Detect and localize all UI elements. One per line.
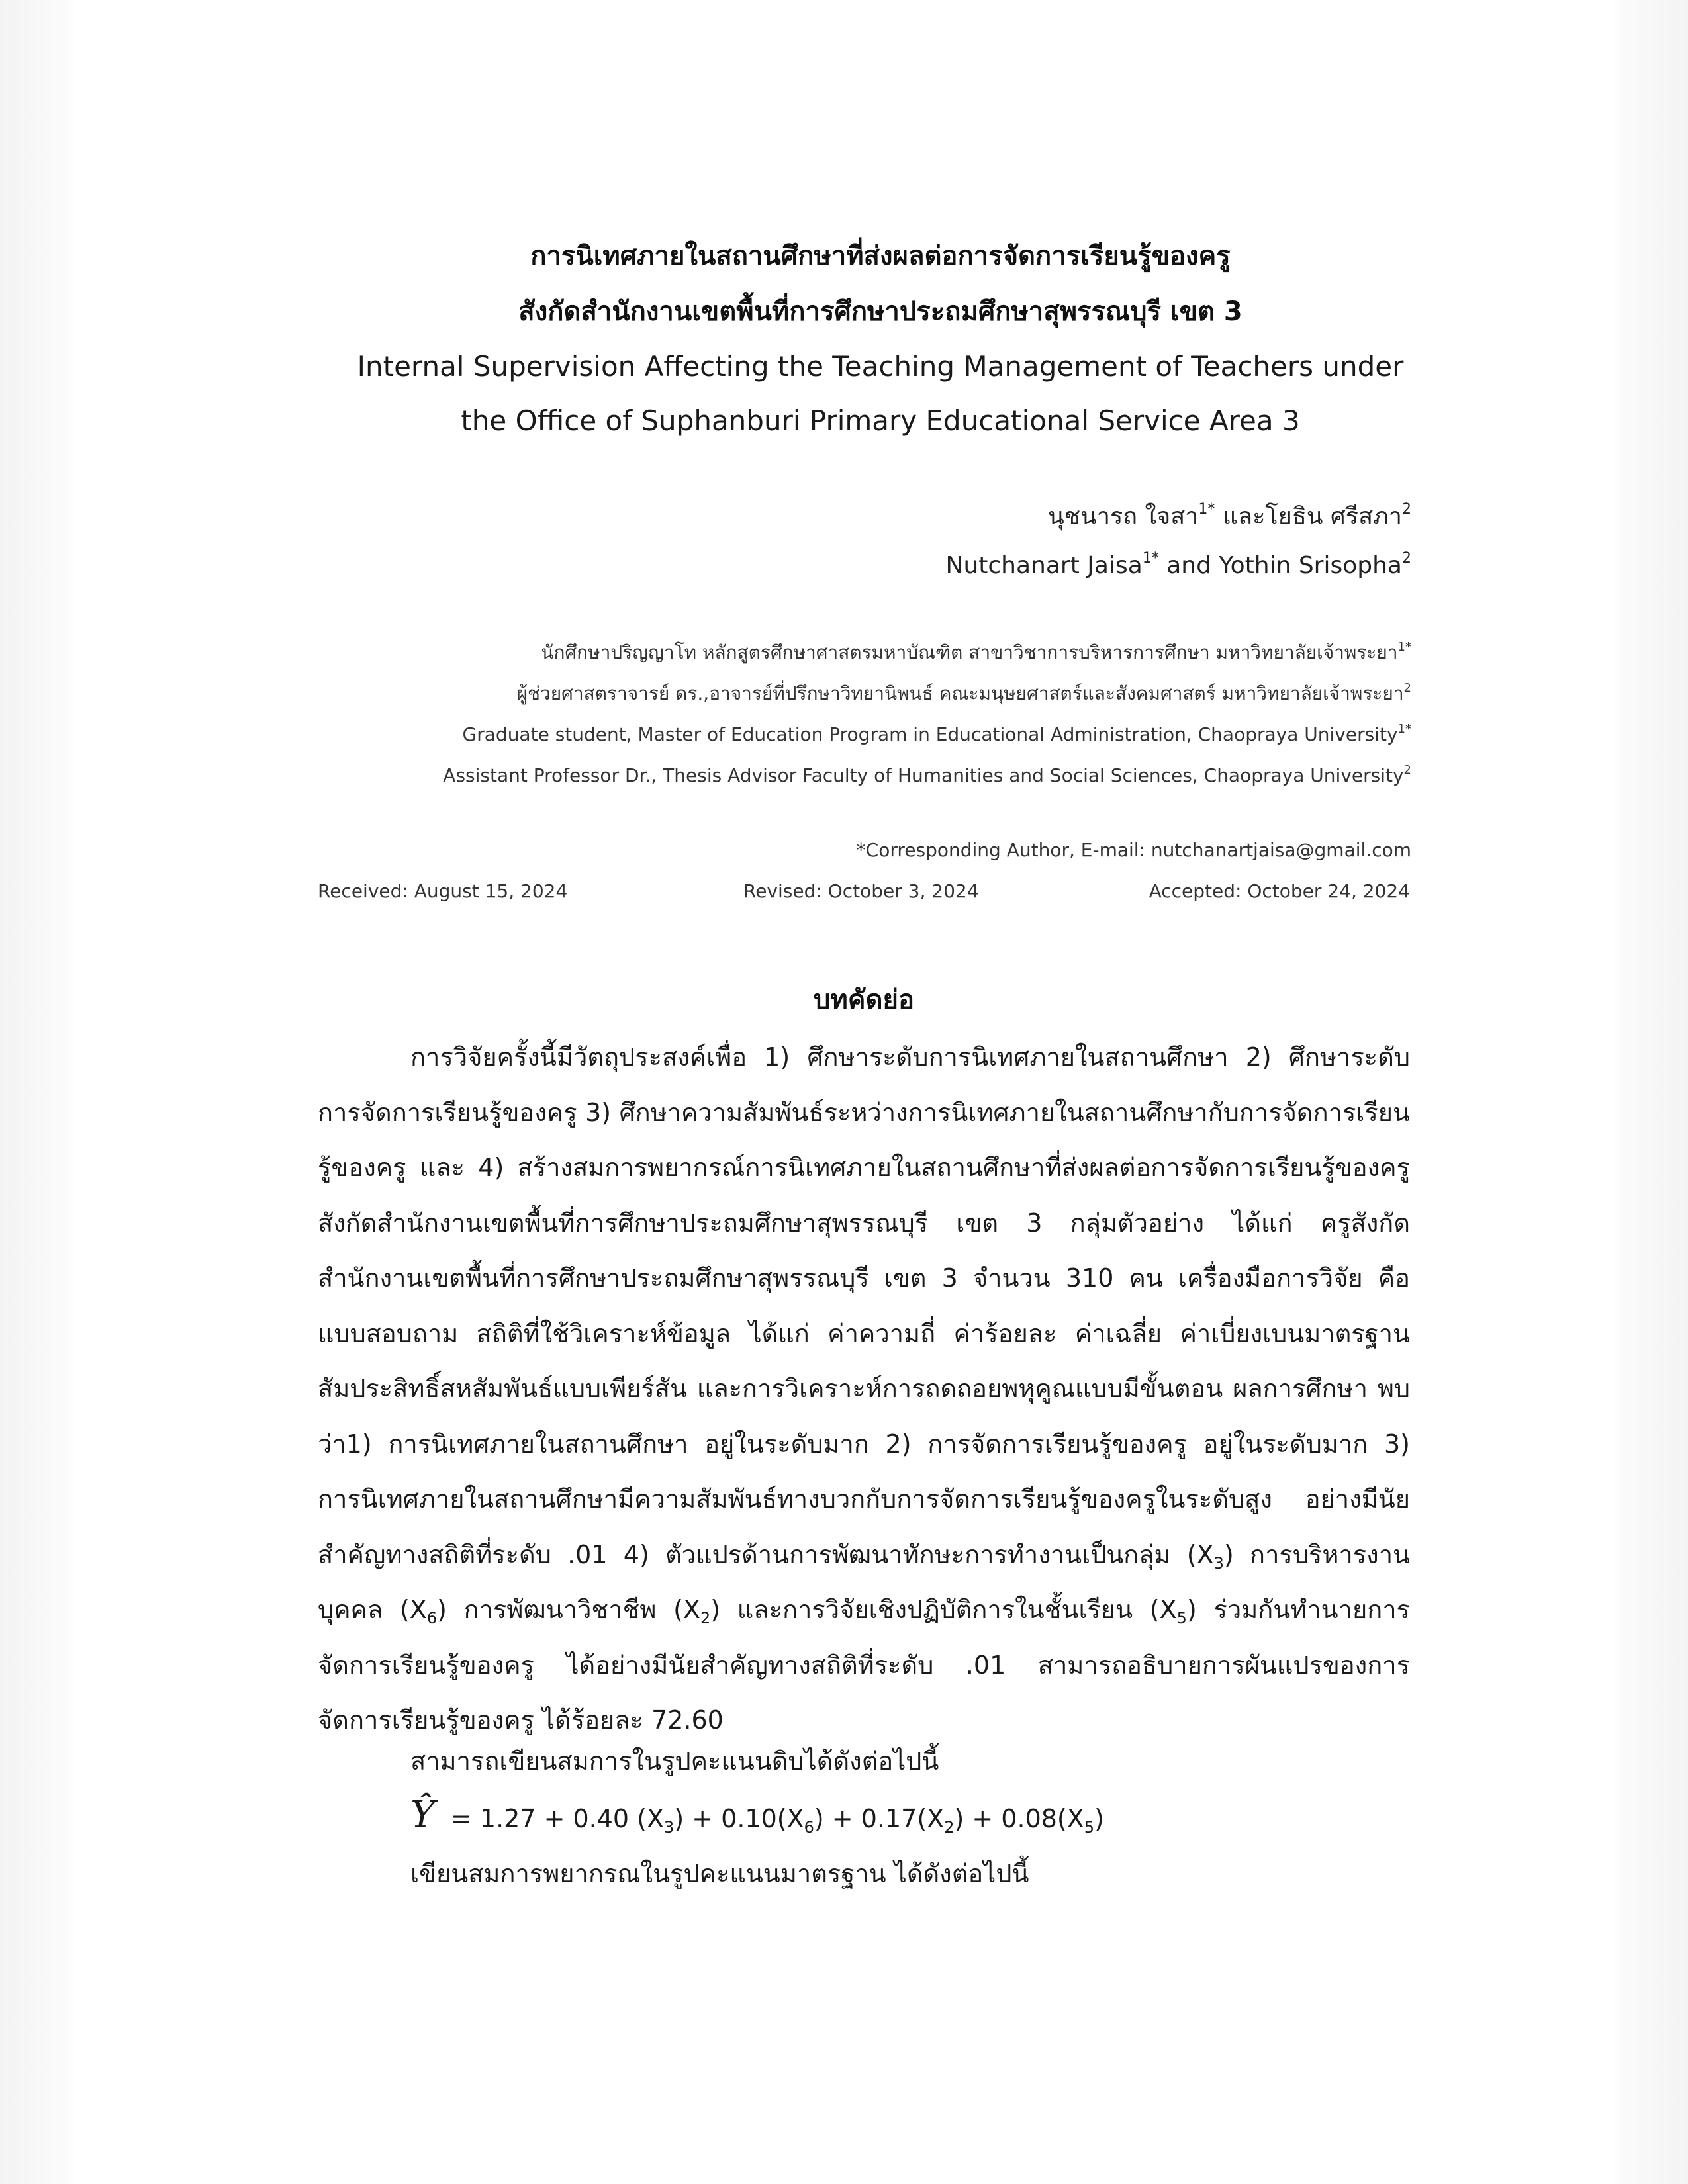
paper-title — [318, 228, 1443, 448]
y-hat-symbol: Ŷ — [410, 1794, 435, 1837]
abstract-body — [318, 1030, 1410, 1749]
abstract-text: ) การพัฒนาวิชาชีพ (X — [437, 1595, 700, 1624]
equation-outro: เขียนสมการพยากรณในรูปคะแนนมาตรฐาน ได้ดังต่อไปนี้ — [410, 1859, 1029, 1888]
affiliation-mark: 1* — [1397, 640, 1411, 654]
affiliation-mark: 1* — [1198, 501, 1215, 518]
equation-term: ) + 0.17(X — [814, 1804, 945, 1833]
affiliation-mark: 2 — [1403, 763, 1411, 777]
author-1-english: Nutchanart Jaisa — [945, 552, 1143, 579]
abstract-paragraph — [318, 1030, 1410, 1749]
subscript: 5 — [1084, 1818, 1095, 1837]
author-1-thai: นุชนารถ ใจสา — [1048, 503, 1199, 530]
abstract-text: ) และการวิจัยเชิงปฏิบัติการในชั้นเรียน (X — [710, 1595, 1177, 1624]
regression-equation — [410, 1794, 1104, 1837]
affiliation-mark: 1* — [1142, 550, 1159, 567]
equation-term: ) + 0.10(X — [674, 1804, 804, 1833]
authors-english — [946, 541, 1411, 590]
equation-intro: สามารถเขียนสมการในรูปคะแนนดิบได้ดังต่อไปนี้ — [410, 1747, 939, 1776]
accepted-date: Accepted: October 24, 2024 — [1149, 880, 1410, 902]
title-thai-line-2: สังกัดสำนักงานเขตพื้นที่การศึกษาประถมศึกษาสุพรรณบุรี เขต 3 — [518, 296, 1243, 327]
author-2-thai: และโยธิน ศรีสภา — [1215, 503, 1402, 530]
authors-thai — [946, 492, 1411, 541]
subscript: 6 — [426, 1609, 438, 1627]
affiliation-line — [443, 714, 1411, 755]
abstract-text: การวิจัยครั้งนี้มีวัตถุประสงค์เพื่อ 1) ศึกษาระดับการนิเทศภายในสถานศึกษา 2) ศึกษาระดับการจัดการเรียนรู้ของครู 3) ศึกษาความสัมพันธ์ระหว่างการนิเทศภายในสถานศึกษากับการจัดการเรียนรู้ของครู และ 4) สร้างสมการพยากรณ์การนิเทศภายในสถานศึกษาที่ส่งผลต่อการจัดการเรียนรู้ของครู สังกัดสำนักงานเขตพื้นที่การศึกษาประถมศึกษาสุพรรณบุรี เขต 3 กลุ่มตัวอย่าง ได้แก่ ครูสังกัดสำนักงานเขตพื้นที่การศึกษาประถมศึกษาสุพรรณบุรี เขต 3 จำนวน 310 คน เครื่องมือการวิจัย คือ แบบสอบถาม สถิติที่ใช้วิเคราะห์ข้อมูล ได้แก่ ค่าความถี่ ค่าร้อยละ ค่าเฉลี่ย ค่าเบี่ยงเบนมาตรฐาน สัมประสิทธิ์สหสัมพันธ์แบบเพียร์สัน และการวิเคราะห์การถดถอยพหุคูณแบบมีขั้นตอน ผลการศึกษา พบว่า1) การนิเทศภายในสถานศึกษา อยู่ในระดับมาก 2) การจัดการเรียนรู้ของครู อยู่ในระดับมาก 3) การนิเทศภายในสถานศึกษามีความสัมพันธ์ทางบวกกับการจัดการเรียนรู้ของครูในระดับสูง อย่างมีนัยสำคัญทางสถิติที่ระดับ .01 4) ตัวแปรด้านการพัฒนาทักษะการทำงานเป็นกลุ่ม (X — [318, 1042, 1410, 1569]
received-date: Received: August 15, 2024 — [318, 880, 568, 902]
affiliation-text: นักศึกษาปริญญาโท หลักสูตรศึกษาศาสตรมหาบัณฑิต สาขาวิชาการบริหารการศึกษา มหาวิทยาลัยเจ้าพระยา — [541, 641, 1398, 663]
equation-term: ) — [1094, 1804, 1104, 1833]
author-list — [946, 492, 1411, 590]
subscript: 2 — [700, 1609, 711, 1627]
page-margin-right — [1615, 0, 1688, 2184]
subscript: 6 — [804, 1818, 814, 1837]
affiliation-line — [443, 755, 1411, 796]
affiliation-mark: 2 — [1402, 550, 1411, 567]
abstract-heading: บทคัดย่อ — [814, 985, 914, 1015]
subscript: 3 — [1213, 1553, 1224, 1572]
title-thai-line-1: การนิเทศภายในสถานศึกษาที่ส่งผลต่อการจัดการเรียนรู้ของครู — [530, 241, 1231, 271]
subscript: 3 — [664, 1818, 675, 1837]
subscript: 2 — [944, 1818, 955, 1837]
affiliation-line — [443, 673, 1411, 714]
abstract-text: ) การบริหารงานบุคคล (X — [318, 1539, 1411, 1624]
page-margin-left — [0, 0, 73, 2184]
affiliation-text: ผู้ช่วยศาสตราจารย์ ดร.,อาจารย์ที่ปรึกษาวิทยานิพนธ์ คณะมนุษยศาสตร์และสังคมศาสตร์ มหาวิทยาลัยเจ้าพระยา — [516, 682, 1404, 704]
affiliation-mark: 1* — [1397, 722, 1411, 736]
title-english-line-1: Internal Supervision Affecting the Teaching Management of Teachers under — [357, 350, 1404, 383]
author-2-english: and Yothin Srisopha — [1158, 552, 1402, 579]
subscript: 5 — [1176, 1609, 1187, 1627]
equation-term: = 1.27 + 0.40 (X — [450, 1804, 665, 1833]
affiliation-text: Graduate student, Master of Education Program in Educational Administration, Chaopraya University — [462, 723, 1398, 745]
affiliation-mark: 2 — [1402, 501, 1411, 518]
affiliation-text: Assistant Professor Dr., Thesis Advisor Faculty of Humanities and Social Sciences, Chaopraya University — [443, 764, 1404, 786]
title-english-line-2: the Office of Suphanburi Primary Educational Service Area 3 — [461, 404, 1300, 437]
corresponding-author: *Corresponding Author, E-mail: nutchanartjaisa@gmail.com — [856, 839, 1411, 861]
affiliation-line — [443, 632, 1411, 673]
submission-dates — [318, 880, 1410, 913]
affiliations — [443, 632, 1411, 796]
revised-date: Revised: October 3, 2024 — [743, 880, 979, 902]
affiliation-mark: 2 — [1403, 681, 1411, 695]
abstract-text: ) ร่วมกันทำนายการจัดการเรียนรู้ของครู ได้อย่างมีนัยสำคัญทางสถิติที่ระดับ .01 สามารถอธิบายการผันแปรของการจัดการเรียนรู้ของครู ได้ร้อยละ 72.60 — [318, 1595, 1410, 1735]
equation-term: ) + 0.08(X — [954, 1804, 1084, 1833]
